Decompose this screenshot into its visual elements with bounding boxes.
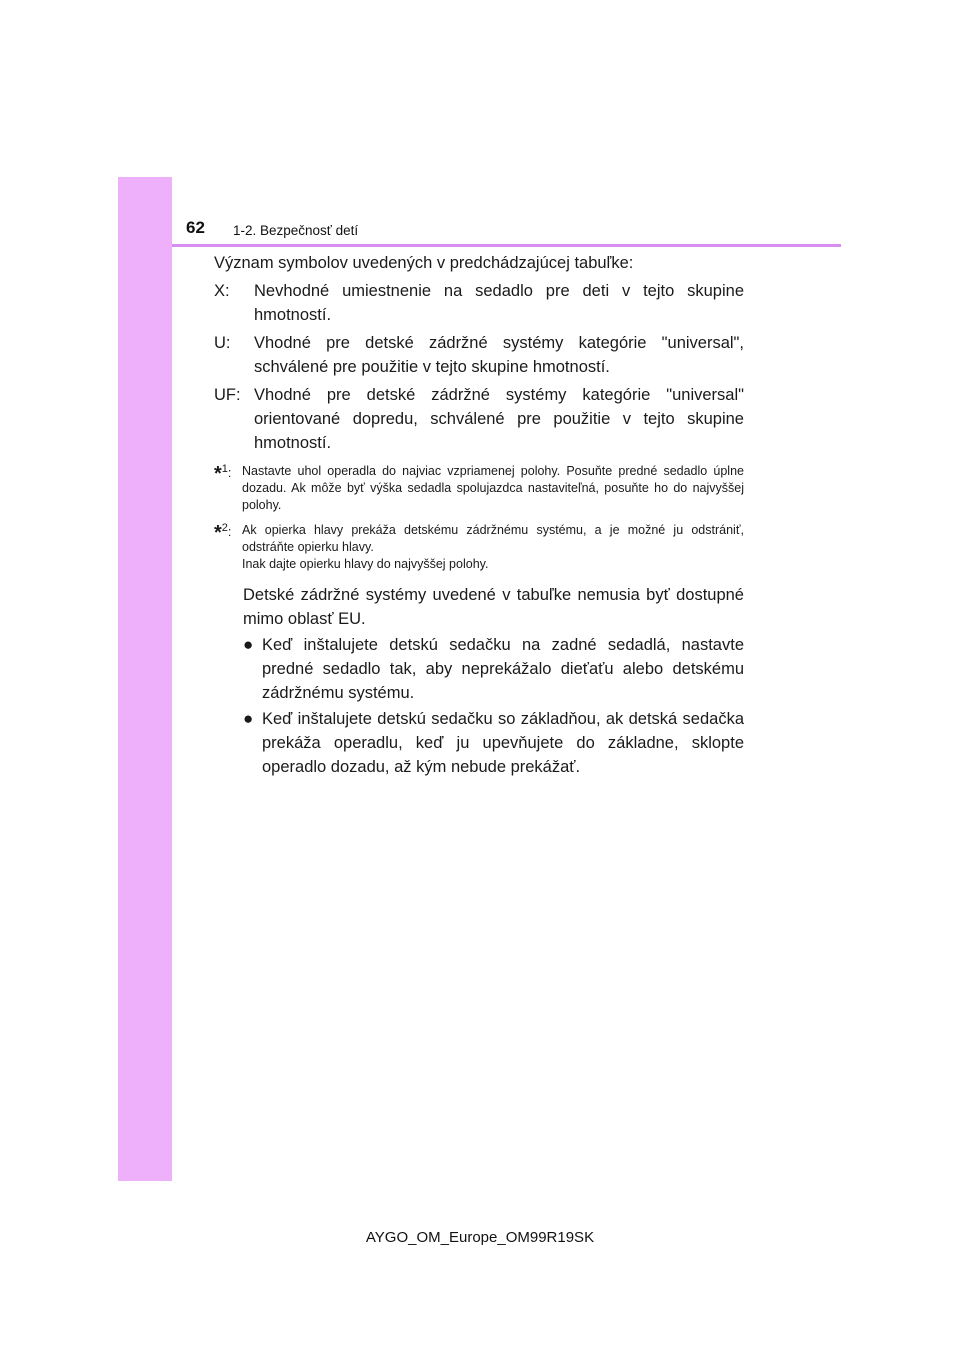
footnote-separator: : [227,466,232,480]
footnote-marker [214,463,242,514]
legend-text: Vhodné pre detské zádržné systémy kategórie "universal", schválené pre použitie v tejto skupine hmotností. [254,334,744,376]
footnote-number: 2 [221,521,228,534]
header-rule [172,244,841,247]
footnote-separator: : [227,525,232,539]
footnote-1 [214,463,744,514]
symbol-legend [214,279,744,455]
footnote-line: Ak opierka hlavy prekáža detskému zádržnému systému, a je možné ju odstrániť, odstráňte opierku hlavy. [242,523,744,554]
availability-block [243,583,744,779]
legend-item-uf [214,383,744,455]
section-title: 1-2. Bezpečnosť detí [233,223,359,238]
legend-key: X: [214,282,230,300]
bullet-item [243,633,744,705]
legend-intro: Význam symbolov uvedených v predchádzajúcej tabuľke: [214,254,634,272]
page-number: 62 [186,218,205,237]
footnote-marker [214,522,242,573]
footnote-number: 1 [221,462,228,475]
page-content [214,251,744,779]
footnote-2 [214,522,744,573]
footnote-line: Inak dajte opierku hlavy do najvyššej polohy. [242,557,489,571]
footnote-line: Nastavte uhol operadla do najviac vzpriamenej polohy. Posuňte predné sedadlo úplne dozadu. Ak môže byť výška sedadla spolujazdca nastaviteľná, posuňte ho do najvyššej polohy. [242,464,744,512]
bullet-icon: ● [243,709,254,728]
footnote-text [242,522,744,573]
document-code: AYGO_OM_Europe_OM99R19SK [365,1229,595,1246]
legend-item-x [214,279,744,327]
legend-key: U: [214,334,231,352]
asterisk-icon: * [214,522,222,544]
bullet-text: Keď inštalujete detskú sedačku na zadné sedadlá, nastavte predné sedadlo tak, aby neprekážalo dieťaťu alebo detskému zádržnému systému. [262,636,744,702]
bullet-item [243,707,744,779]
bullet-icon: ● [243,635,254,654]
legend-text: Nevhodné umiestnenie na sedadlo pre deti v tejto skupine hmotností. [254,282,744,324]
bullet-text: Keď inštalujete detskú sedačku so základňou, ak detská sedačka prekáža operadlu, keď ju upevňujete do základne, sklopte operadlo dozadu, až kým nebude prekážať. [262,710,744,776]
side-color-band [118,177,172,1181]
footnote-text [242,463,744,514]
legend-text: Vhodné pre detské zádržné systémy kategórie "universal" orientované dopredu, schválené pre použitie v tejto skupine hmotností. [254,386,744,452]
legend-item-u [214,331,744,379]
availability-note: Detské zádržné systémy uvedené v tabuľke nemusia byť dostupné mimo oblasť EU. [243,586,744,628]
asterisk-icon: * [214,463,222,485]
legend-key: UF: [214,386,241,404]
